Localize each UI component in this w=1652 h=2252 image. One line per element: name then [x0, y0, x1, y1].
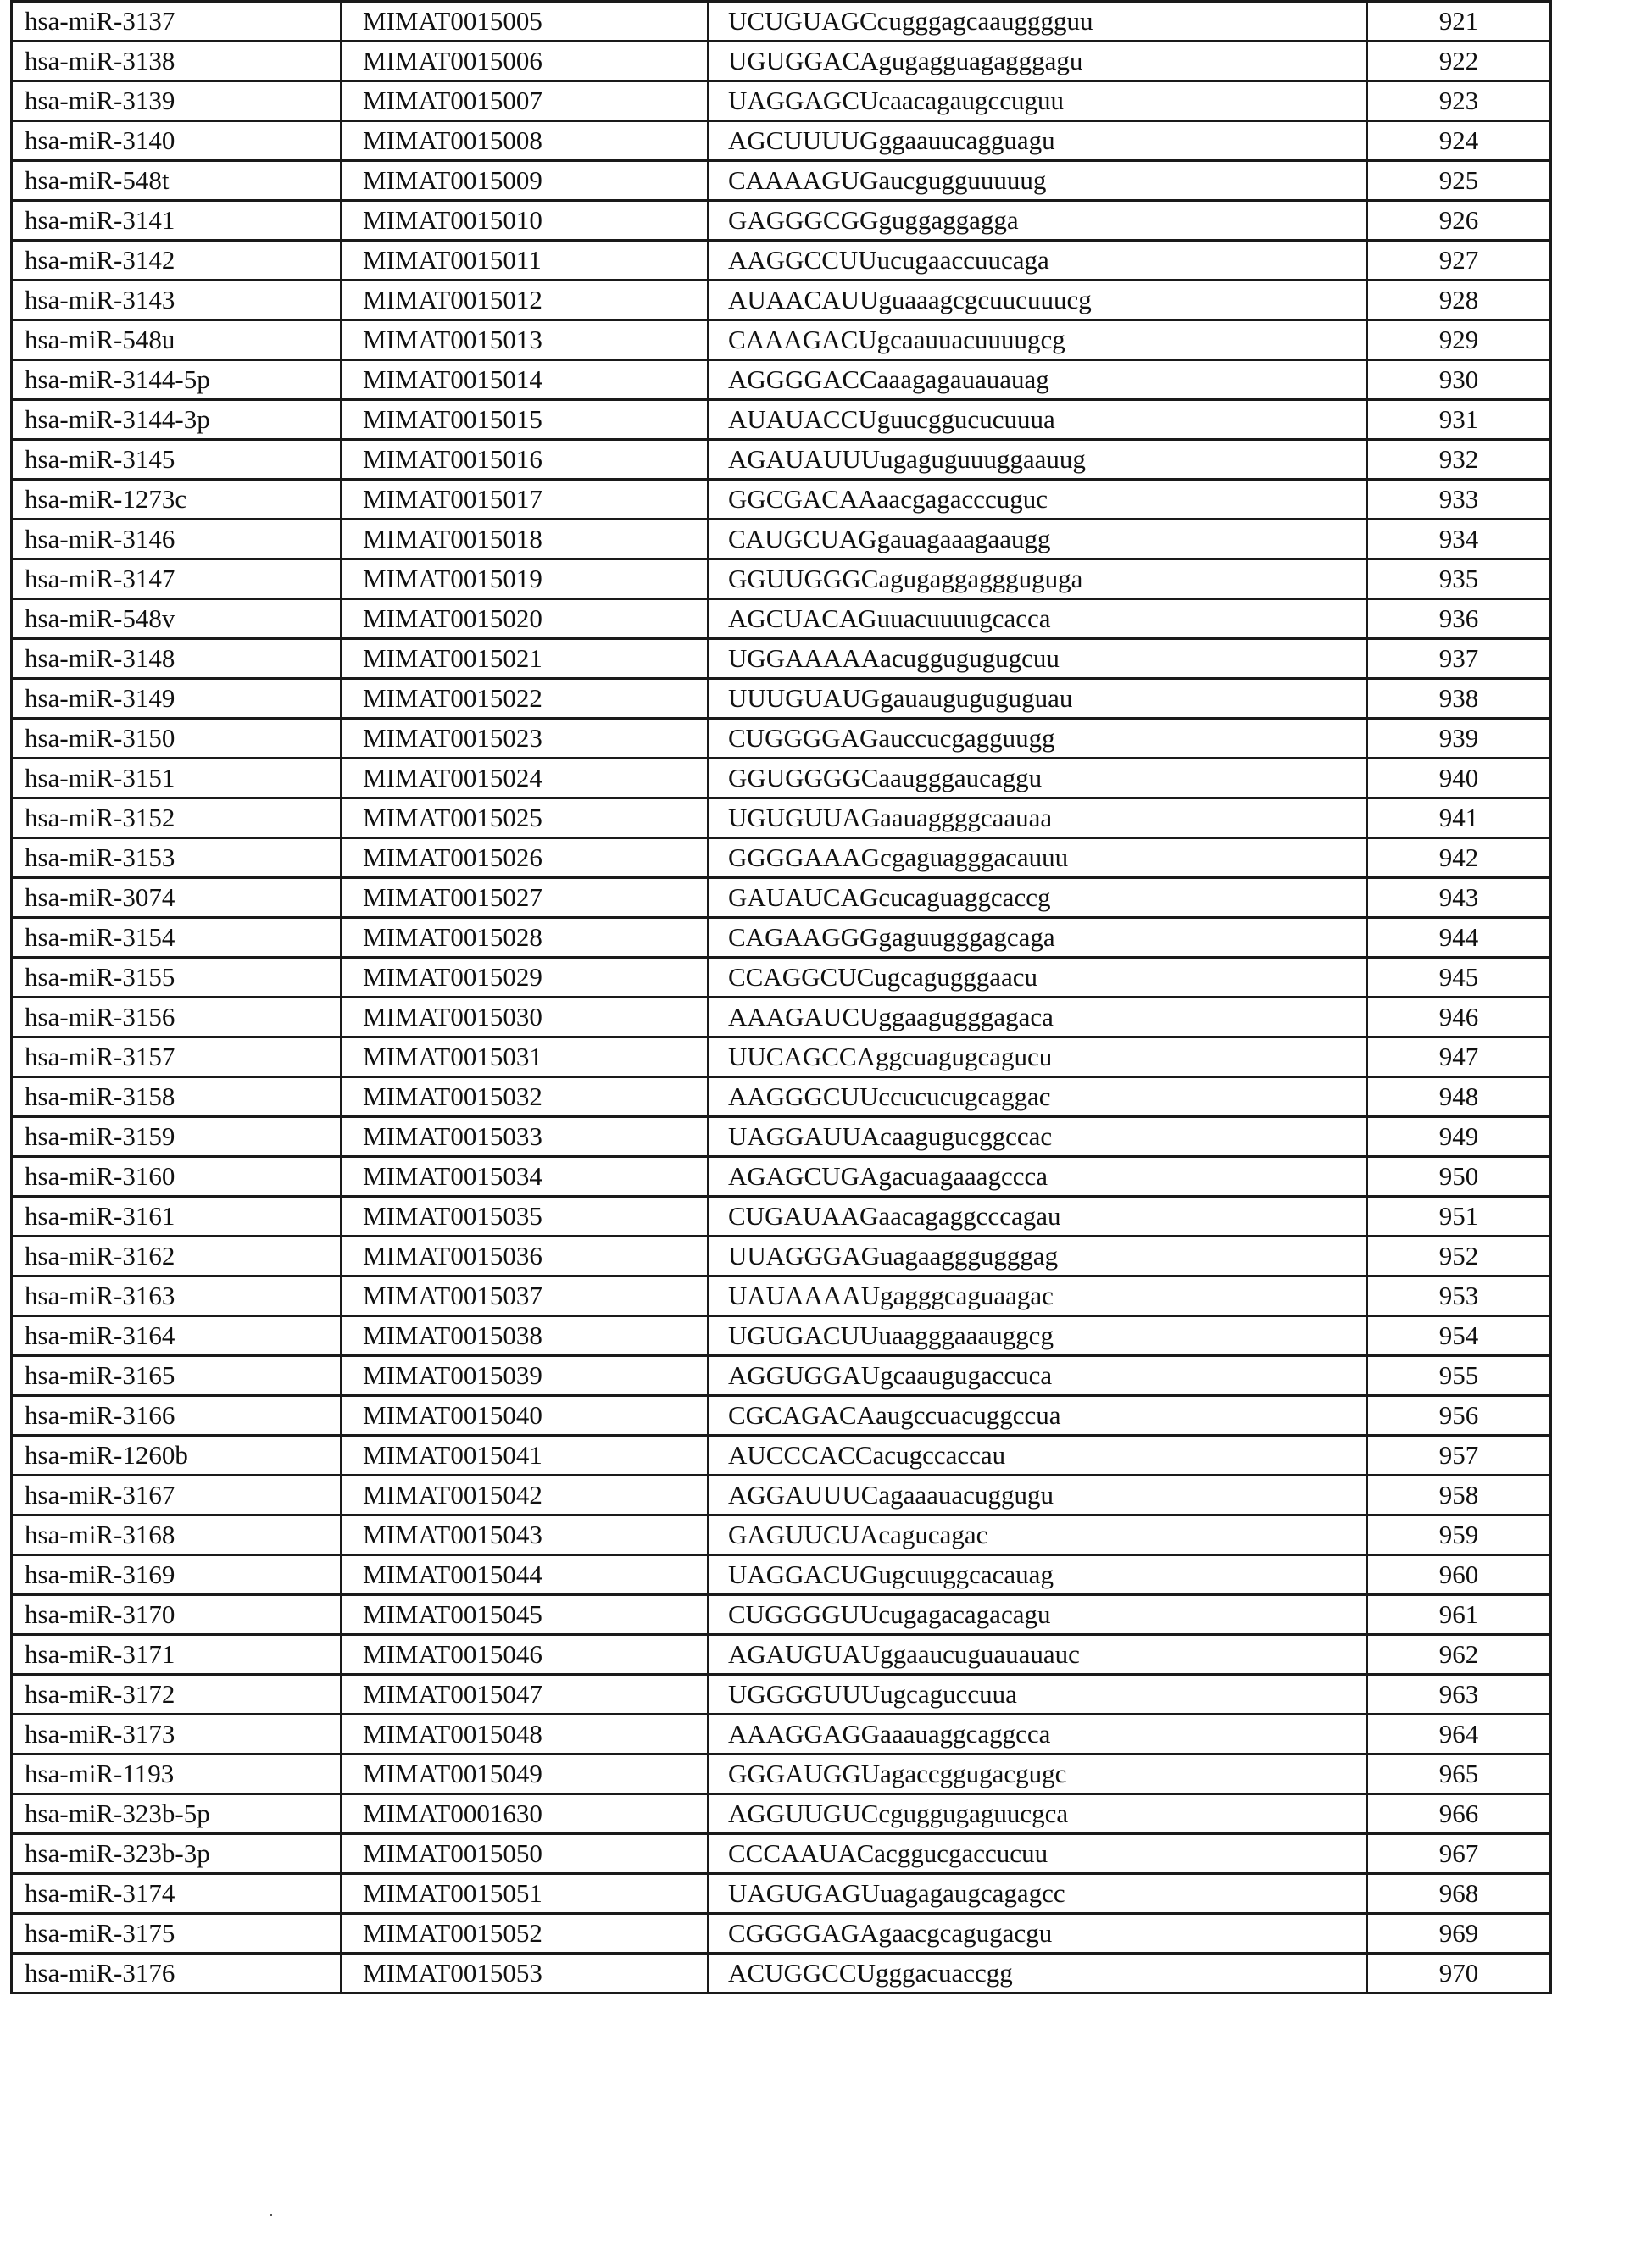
table-row [12, 520, 1551, 559]
mirna-name-cell: hsa-miR-3153 [12, 838, 342, 878]
table-row [12, 1914, 1551, 1954]
seq-id-cell: 962 [1367, 1635, 1551, 1675]
mirna-name-cell: hsa-miR-3137 [12, 2, 342, 42]
sequence-cell: AAAGGAGGaaauaggcaggcca [709, 1715, 1367, 1754]
table-row [12, 81, 1551, 121]
accession-cell: MIMAT0015033 [342, 1117, 709, 1157]
mirna-name-cell: hsa-miR-3176 [12, 1954, 342, 1993]
table-row [12, 1117, 1551, 1157]
mirna-name-cell: hsa-miR-3174 [12, 1874, 342, 1914]
table-row [12, 480, 1551, 520]
accession-cell: MIMAT0015047 [342, 1675, 709, 1715]
seq-id-cell: 943 [1367, 878, 1551, 918]
table-row [12, 559, 1551, 599]
sequence-cell: CAUGCUAGgauagaaagaaugg [709, 520, 1367, 559]
sequence-cell: AGGGGACCaaagagauauauag [709, 360, 1367, 400]
sequence-cell: CGCAGACAaugccuacuggccua [709, 1396, 1367, 1436]
mirna-name-cell: hsa-miR-1260b [12, 1436, 342, 1476]
accession-cell: MIMAT0015038 [342, 1316, 709, 1356]
table-row [12, 838, 1551, 878]
mirna-name-cell: hsa-miR-3143 [12, 281, 342, 320]
accession-cell: MIMAT0015049 [342, 1754, 709, 1794]
mirna-name-cell: hsa-miR-3148 [12, 639, 342, 679]
mirna-name-cell: hsa-miR-3164 [12, 1316, 342, 1356]
table-row [12, 1555, 1551, 1595]
table-row [12, 1794, 1551, 1834]
mirna-name-cell: hsa-miR-3074 [12, 878, 342, 918]
sequence-cell: CCCAAUACacggucgaccucuu [709, 1834, 1367, 1874]
seq-id-cell: 969 [1367, 1914, 1551, 1954]
accession-cell: MIMAT0015007 [342, 81, 709, 121]
seq-id-cell: 936 [1367, 599, 1551, 639]
mirna-name-cell: hsa-miR-3169 [12, 1555, 342, 1595]
table-row [12, 1237, 1551, 1276]
sequence-cell: UCUGUAGCcugggagcaaugggguu [709, 2, 1367, 42]
table-row [12, 798, 1551, 838]
mirna-name-cell: hsa-miR-3142 [12, 241, 342, 281]
sequence-cell: AAGGCCUUucugaaccuucaga [709, 241, 1367, 281]
accession-cell: MIMAT0015006 [342, 42, 709, 81]
accession-cell: MIMAT0015045 [342, 1595, 709, 1635]
accession-cell: MIMAT0015032 [342, 1077, 709, 1117]
accession-cell: MIMAT0015040 [342, 1396, 709, 1436]
seq-id-cell: 961 [1367, 1595, 1551, 1635]
accession-cell: MIMAT0015026 [342, 838, 709, 878]
sequence-cell: AUCCCACCacugccaccau [709, 1436, 1367, 1476]
accession-cell: MIMAT0015023 [342, 719, 709, 759]
mirna-name-cell: hsa-miR-3155 [12, 958, 342, 998]
seq-id-cell: 947 [1367, 1037, 1551, 1077]
table-row [12, 1954, 1551, 1993]
mirna-name-cell: hsa-miR-3160 [12, 1157, 342, 1197]
mirna-name-cell: hsa-miR-3161 [12, 1197, 342, 1237]
seq-id-cell: 953 [1367, 1276, 1551, 1316]
table-row [12, 958, 1551, 998]
sequence-cell: AGGUUGUCcguggugaguucgca [709, 1794, 1367, 1834]
table-row [12, 1077, 1551, 1117]
accession-cell: MIMAT0015029 [342, 958, 709, 998]
mirna-name-cell: hsa-miR-3149 [12, 679, 342, 719]
seq-id-cell: 946 [1367, 998, 1551, 1037]
accession-cell: MIMAT0015028 [342, 918, 709, 958]
accession-cell: MIMAT0015043 [342, 1515, 709, 1555]
accession-cell: MIMAT0015018 [342, 520, 709, 559]
seq-id-cell: 929 [1367, 320, 1551, 360]
sequence-cell: UAGGAGCUcaacagaugccuguu [709, 81, 1367, 121]
sequence-cell: AGAUAUUUugaguguuuggaauug [709, 440, 1367, 480]
accession-cell: MIMAT0015048 [342, 1715, 709, 1754]
accession-cell: MIMAT0015005 [342, 2, 709, 42]
table-row [12, 1396, 1551, 1436]
sequence-cell: AAAGAUCUggaagugggagaca [709, 998, 1367, 1037]
mirna-name-cell: hsa-miR-3147 [12, 559, 342, 599]
sequence-cell: UGUGACUUuaagggaaauggcg [709, 1316, 1367, 1356]
sequence-cell: AUAACAUUguaaagcgcuucuuucg [709, 281, 1367, 320]
table-row [12, 1157, 1551, 1197]
sequence-cell: AAGGGCUUccucucugcaggac [709, 1077, 1367, 1117]
scan-mark [270, 2214, 272, 2216]
table-row [12, 1356, 1551, 1396]
accession-cell: MIMAT0015030 [342, 998, 709, 1037]
table-row [12, 1874, 1551, 1914]
seq-id-cell: 966 [1367, 1794, 1551, 1834]
accession-cell: MIMAT0015050 [342, 1834, 709, 1874]
seq-id-cell: 933 [1367, 480, 1551, 520]
seq-id-cell: 942 [1367, 838, 1551, 878]
accession-cell: MIMAT0015039 [342, 1356, 709, 1396]
accession-cell: MIMAT0001630 [342, 1794, 709, 1834]
seq-id-cell: 968 [1367, 1874, 1551, 1914]
sequence-cell: UUUGUAUGgauauguguguguau [709, 679, 1367, 719]
seq-id-cell: 928 [1367, 281, 1551, 320]
seq-id-cell: 925 [1367, 161, 1551, 201]
mirna-name-cell: hsa-miR-3140 [12, 121, 342, 161]
sequence-cell: UUCAGCCAggcuagugcagucu [709, 1037, 1367, 1077]
mirna-sequence-table [10, 0, 1552, 1994]
mirna-name-cell: hsa-miR-3146 [12, 520, 342, 559]
mirna-name-cell: hsa-miR-3144-3p [12, 400, 342, 440]
mirna-name-cell: hsa-miR-3141 [12, 201, 342, 241]
table-row [12, 1197, 1551, 1237]
sequence-cell: GGUGGGGCaaugggaucaggu [709, 759, 1367, 798]
seq-id-cell: 957 [1367, 1436, 1551, 1476]
seq-id-cell: 930 [1367, 360, 1551, 400]
seq-id-cell: 945 [1367, 958, 1551, 998]
sequence-cell: CUGAUAAGaacagaggcccagau [709, 1197, 1367, 1237]
seq-id-cell: 926 [1367, 201, 1551, 241]
accession-cell: MIMAT0015046 [342, 1635, 709, 1675]
seq-id-cell: 965 [1367, 1754, 1551, 1794]
mirna-name-cell: hsa-miR-1273c [12, 480, 342, 520]
seq-id-cell: 970 [1367, 1954, 1551, 1993]
sequence-cell: UGUGGACAgugagguagagggagu [709, 42, 1367, 81]
sequence-cell: UGGAAAAAacuggugugugcuu [709, 639, 1367, 679]
accession-cell: MIMAT0015042 [342, 1476, 709, 1515]
seq-id-cell: 955 [1367, 1356, 1551, 1396]
mirna-name-cell: hsa-miR-323b-3p [12, 1834, 342, 1874]
sequence-cell: AGCUUUUGggaauucagguagu [709, 121, 1367, 161]
accession-cell: MIMAT0015017 [342, 480, 709, 520]
accession-cell: MIMAT0015011 [342, 241, 709, 281]
table-row [12, 599, 1551, 639]
mirna-name-cell: hsa-miR-3152 [12, 798, 342, 838]
table-row [12, 320, 1551, 360]
mirna-name-cell: hsa-miR-3167 [12, 1476, 342, 1515]
seq-id-cell: 934 [1367, 520, 1551, 559]
mirna-name-cell: hsa-miR-3156 [12, 998, 342, 1037]
mirna-name-cell: hsa-miR-3171 [12, 1635, 342, 1675]
mirna-name-cell: hsa-miR-3145 [12, 440, 342, 480]
seq-id-cell: 950 [1367, 1157, 1551, 1197]
mirna-name-cell: hsa-miR-3151 [12, 759, 342, 798]
accession-cell: MIMAT0015027 [342, 878, 709, 918]
seq-id-cell: 937 [1367, 639, 1551, 679]
table-row [12, 440, 1551, 480]
table-row [12, 121, 1551, 161]
table-row [12, 1715, 1551, 1754]
mirna-name-cell: hsa-miR-3150 [12, 719, 342, 759]
accession-cell: MIMAT0015051 [342, 1874, 709, 1914]
sequence-cell: GAGGGCGGguggaggagga [709, 201, 1367, 241]
accession-cell: MIMAT0015012 [342, 281, 709, 320]
table-row [12, 1436, 1551, 1476]
table-row [12, 639, 1551, 679]
sequence-cell: UGUGUUAGaauaggggcaauaa [709, 798, 1367, 838]
sequence-cell: AUAUACCUguucggucucuuua [709, 400, 1367, 440]
table-row [12, 161, 1551, 201]
sequence-cell: UAGGAUUAcaagugucggccac [709, 1117, 1367, 1157]
seq-id-cell: 944 [1367, 918, 1551, 958]
sequence-cell: AGGUGGAUgcaaugugaccuca [709, 1356, 1367, 1396]
accession-cell: MIMAT0015016 [342, 440, 709, 480]
mirna-name-cell: hsa-miR-3163 [12, 1276, 342, 1316]
accession-cell: MIMAT0015014 [342, 360, 709, 400]
seq-id-cell: 960 [1367, 1555, 1551, 1595]
seq-id-cell: 956 [1367, 1396, 1551, 1436]
sequence-cell: UGGGGUUUugcaguccuua [709, 1675, 1367, 1715]
seq-id-cell: 951 [1367, 1197, 1551, 1237]
accession-cell: MIMAT0015010 [342, 201, 709, 241]
seq-id-cell: 954 [1367, 1316, 1551, 1356]
accession-cell: MIMAT0015013 [342, 320, 709, 360]
sequence-cell: AGAUGUAUggaaucuguauauauc [709, 1635, 1367, 1675]
table-row [12, 1595, 1551, 1635]
accession-cell: MIMAT0015034 [342, 1157, 709, 1197]
sequence-cell: AGGAUUUCagaaauacuggugu [709, 1476, 1367, 1515]
sequence-cell: UAGGACUGugcuuggcacauag [709, 1555, 1367, 1595]
accession-cell: MIMAT0015009 [342, 161, 709, 201]
seq-id-cell: 959 [1367, 1515, 1551, 1555]
table-row [12, 878, 1551, 918]
table-row [12, 719, 1551, 759]
accession-cell: MIMAT0015024 [342, 759, 709, 798]
seq-id-cell: 939 [1367, 719, 1551, 759]
seq-id-cell: 941 [1367, 798, 1551, 838]
sequence-cell: CUGGGGAGauccucgagguugg [709, 719, 1367, 759]
table-row [12, 400, 1551, 440]
sequence-cell: ACUGGCCUgggacuaccgg [709, 1954, 1367, 1993]
sequence-cell: GAUAUCAGcucaguaggcaccg [709, 878, 1367, 918]
mirna-name-cell: hsa-miR-3173 [12, 1715, 342, 1754]
seq-id-cell: 922 [1367, 42, 1551, 81]
table-row [12, 1276, 1551, 1316]
mirna-name-cell: hsa-miR-3157 [12, 1037, 342, 1077]
mirna-name-cell: hsa-miR-1193 [12, 1754, 342, 1794]
mirna-name-cell: hsa-miR-3139 [12, 81, 342, 121]
seq-id-cell: 924 [1367, 121, 1551, 161]
accession-cell: MIMAT0015015 [342, 400, 709, 440]
sequence-cell: GAGUUCUAcagucagac [709, 1515, 1367, 1555]
table-row [12, 1316, 1551, 1356]
sequence-cell: CAAAAGUGaucgugguuuuug [709, 161, 1367, 201]
mirna-name-cell: hsa-miR-3159 [12, 1117, 342, 1157]
mirna-name-cell: hsa-miR-3138 [12, 42, 342, 81]
table-row [12, 1635, 1551, 1675]
sequence-cell: GGCGACAAaacgagacccuguc [709, 480, 1367, 520]
table-row [12, 360, 1551, 400]
sequence-cell: UAGUGAGUuagagaugcagagcc [709, 1874, 1367, 1914]
sequence-cell: CAAAGACUgcaauuacuuuugcg [709, 320, 1367, 360]
mirna-name-cell: hsa-miR-548v [12, 599, 342, 639]
accession-cell: MIMAT0015037 [342, 1276, 709, 1316]
table-row [12, 2, 1551, 42]
accession-cell: MIMAT0015025 [342, 798, 709, 838]
seq-id-cell: 963 [1367, 1675, 1551, 1715]
seq-id-cell: 938 [1367, 679, 1551, 719]
table-body [12, 2, 1551, 1993]
table-row [12, 1675, 1551, 1715]
sequence-cell: CAGAAGGGgaguugggagcaga [709, 918, 1367, 958]
seq-id-cell: 958 [1367, 1476, 1551, 1515]
sequence-cell: AGAGCUGAgacuagaaagccca [709, 1157, 1367, 1197]
table-row [12, 1754, 1551, 1794]
seq-id-cell: 940 [1367, 759, 1551, 798]
accession-cell: MIMAT0015041 [342, 1436, 709, 1476]
seq-id-cell: 923 [1367, 81, 1551, 121]
seq-id-cell: 949 [1367, 1117, 1551, 1157]
accession-cell: MIMAT0015036 [342, 1237, 709, 1276]
sequence-cell: UUAGGGAGuagaagggugggag [709, 1237, 1367, 1276]
seq-id-cell: 935 [1367, 559, 1551, 599]
sequence-cell: CUGGGGUUcugagacagacagu [709, 1595, 1367, 1635]
seq-id-cell: 932 [1367, 440, 1551, 480]
table-row [12, 241, 1551, 281]
table-row [12, 281, 1551, 320]
sequence-cell: CCAGGCUCugcagugggaacu [709, 958, 1367, 998]
table-row [12, 679, 1551, 719]
seq-id-cell: 921 [1367, 2, 1551, 42]
sequence-cell: GGGGAAAGcgaguagggacauuu [709, 838, 1367, 878]
seq-id-cell: 948 [1367, 1077, 1551, 1117]
sequence-cell: GGUUGGGCagugaggaggguguga [709, 559, 1367, 599]
accession-cell: MIMAT0015022 [342, 679, 709, 719]
accession-cell: MIMAT0015035 [342, 1197, 709, 1237]
accession-cell: MIMAT0015020 [342, 599, 709, 639]
mirna-name-cell: hsa-miR-3154 [12, 918, 342, 958]
sequence-cell: CGGGGAGAgaacgcagugacgu [709, 1914, 1367, 1954]
mirna-name-cell: hsa-miR-548t [12, 161, 342, 201]
mirna-name-cell: hsa-miR-3172 [12, 1675, 342, 1715]
table-row [12, 1515, 1551, 1555]
seq-id-cell: 964 [1367, 1715, 1551, 1754]
mirna-name-cell: hsa-miR-3170 [12, 1595, 342, 1635]
sequence-cell: GGGAUGGUagaccggugacgugc [709, 1754, 1367, 1794]
table-row [12, 1037, 1551, 1077]
mirna-name-cell: hsa-miR-323b-5p [12, 1794, 342, 1834]
accession-cell: MIMAT0015044 [342, 1555, 709, 1595]
mirna-name-cell: hsa-miR-3144-5p [12, 360, 342, 400]
table-row [12, 1476, 1551, 1515]
mirna-name-cell: hsa-miR-3175 [12, 1914, 342, 1954]
mirna-name-cell: hsa-miR-3166 [12, 1396, 342, 1436]
accession-cell: MIMAT0015031 [342, 1037, 709, 1077]
mirna-name-cell: hsa-miR-3165 [12, 1356, 342, 1396]
sequence-cell: AGCUACAGuuacuuuugcacca [709, 599, 1367, 639]
table-row [12, 1834, 1551, 1874]
table-row [12, 918, 1551, 958]
seq-id-cell: 952 [1367, 1237, 1551, 1276]
mirna-name-cell: hsa-miR-3162 [12, 1237, 342, 1276]
accession-cell: MIMAT0015052 [342, 1914, 709, 1954]
seq-id-cell: 967 [1367, 1834, 1551, 1874]
mirna-name-cell: hsa-miR-548u [12, 320, 342, 360]
accession-cell: MIMAT0015053 [342, 1954, 709, 1993]
accession-cell: MIMAT0015021 [342, 639, 709, 679]
mirna-name-cell: hsa-miR-3168 [12, 1515, 342, 1555]
seq-id-cell: 927 [1367, 241, 1551, 281]
sequence-cell: UAUAAAAUgagggcaguaagac [709, 1276, 1367, 1316]
table-row [12, 998, 1551, 1037]
table-row [12, 42, 1551, 81]
mirna-name-cell: hsa-miR-3158 [12, 1077, 342, 1117]
table-row [12, 759, 1551, 798]
table-row [12, 201, 1551, 241]
accession-cell: MIMAT0015008 [342, 121, 709, 161]
seq-id-cell: 931 [1367, 400, 1551, 440]
accession-cell: MIMAT0015019 [342, 559, 709, 599]
